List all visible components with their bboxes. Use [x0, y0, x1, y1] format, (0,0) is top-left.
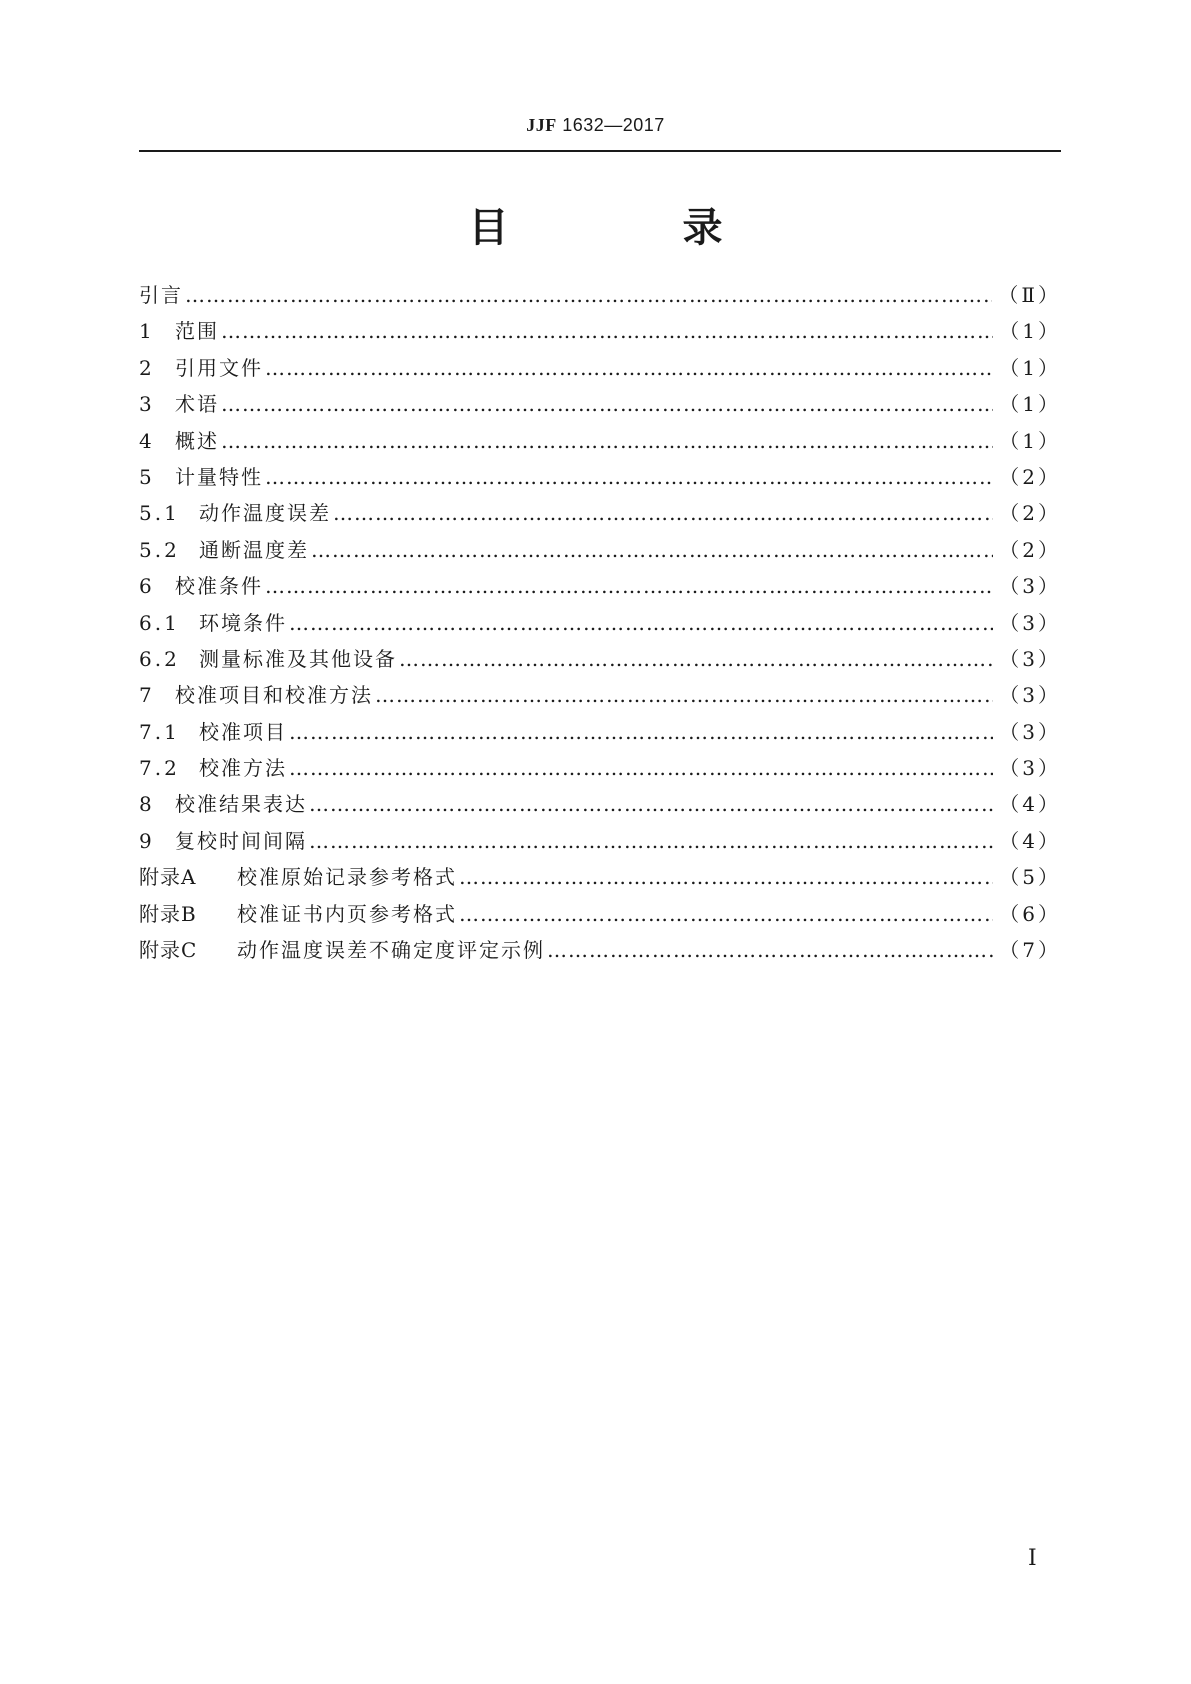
toc-entry-number: 6.1: [139, 610, 180, 635]
toc-entry-label: 校准原始记录参考格式: [237, 865, 457, 890]
toc-entry-number: 附录A: [139, 865, 197, 890]
toc-entry[interactable]: [139, 605, 1061, 641]
toc-entry-label: 引言: [139, 283, 183, 307]
toc-entry-label: 概述: [175, 428, 219, 453]
toc-leader-dots: [221, 386, 993, 422]
toc-entry-number: 8: [139, 792, 155, 817]
toc-entry[interactable]: [139, 786, 1061, 822]
toc-entry-number: 9: [139, 828, 155, 853]
toc-entry-label: 动作温度误差: [199, 501, 331, 526]
toc-leader-dots: [309, 823, 993, 859]
toc-entry[interactable]: [139, 932, 1061, 968]
toc-entry[interactable]: [139, 568, 1061, 604]
toc-entry-page: （3）: [999, 683, 1061, 708]
header-divider: [139, 150, 1061, 152]
toc-entry-label: 动作温度误差不确定度评定示例: [237, 938, 545, 963]
toc-entry-label: 复校时间间隔: [175, 828, 307, 853]
toc-leader-dots: [289, 750, 993, 786]
toc-entry-page: （3）: [999, 646, 1061, 671]
toc-entry-page: （3）: [999, 719, 1061, 744]
toc-entry-number: 5.1: [139, 501, 180, 526]
page-number: Ⅰ: [1028, 1546, 1037, 1571]
toc-entry-label: 校准项目: [199, 719, 287, 744]
toc-entry[interactable]: [139, 823, 1061, 859]
toc-entry-label: 引用文件: [175, 355, 263, 380]
toc-entry-label: 术语: [175, 392, 219, 417]
toc-leader-dots: [309, 786, 993, 822]
toc-leader-dots: [333, 495, 993, 531]
toc-entry-label: 校准项目和校准方法: [175, 683, 373, 708]
toc-entry-number: 7.2: [139, 756, 180, 781]
toc-entry[interactable]: [139, 750, 1061, 786]
toc-entry-number: 2: [139, 355, 155, 380]
toc-entry-number: 7.1: [139, 719, 180, 744]
toc-leader-dots: [459, 859, 993, 895]
toc-entry[interactable]: [139, 386, 1061, 422]
toc-entry-label: 测量标准及其他设备: [199, 646, 397, 671]
toc-entry-number: 5: [139, 464, 155, 489]
toc-entry-page: （1）: [999, 319, 1061, 344]
toc-entry[interactable]: [139, 677, 1061, 713]
toc-entry[interactable]: [139, 459, 1061, 495]
toc-leader-dots: [221, 423, 993, 459]
toc-entry-page: （2）: [999, 501, 1061, 526]
standard-code-prefix: JJF: [526, 115, 557, 135]
toc-entry-page: （3）: [999, 610, 1061, 635]
toc-entry-label: 校准结果表达: [175, 792, 307, 817]
toc-entry-label: 通断温度差: [199, 537, 309, 562]
toc-entry-label: 计量特性: [175, 464, 263, 489]
toc-entry[interactable]: [139, 495, 1061, 531]
toc-entry-page: （4）: [999, 792, 1061, 817]
toc-entry-label: 范围: [175, 319, 219, 344]
toc-entry-number: 附录B: [139, 901, 197, 926]
toc-entry-number: 5.2: [139, 537, 180, 562]
toc-entry[interactable]: [139, 859, 1061, 895]
toc-entry-page: （6）: [999, 901, 1061, 926]
toc-entry-number: 1: [139, 319, 155, 344]
toc-leader-dots: [547, 932, 993, 968]
toc-entry-number: 4: [139, 428, 155, 453]
toc-entry-page: （1）: [999, 428, 1061, 453]
toc-entry-label: 环境条件: [199, 610, 287, 635]
page-title: 目 录: [468, 205, 803, 251]
toc-entry[interactable]: [139, 423, 1061, 459]
toc-leader-dots: [289, 714, 993, 750]
toc-leader-dots: [185, 277, 992, 313]
document-header: [0, 115, 1191, 136]
toc-entry-label: 校准条件: [175, 574, 263, 599]
toc-leader-dots: [399, 641, 993, 677]
toc-entry-page: （2）: [999, 464, 1061, 489]
toc-entry[interactable]: [139, 896, 1061, 932]
toc-entry-label: 校准证书内页参考格式: [237, 901, 457, 926]
table-of-contents: [139, 277, 1061, 968]
toc-leader-dots: [311, 532, 993, 568]
toc-entry-page: （4）: [999, 828, 1061, 853]
toc-entry-page: （5）: [999, 865, 1061, 890]
toc-leader-dots: [375, 677, 993, 713]
toc-entry-label: 校准方法: [199, 756, 287, 781]
toc-entry-number: 附录C: [139, 938, 198, 963]
toc-entry[interactable]: [139, 714, 1061, 750]
toc-entry-page: （3）: [999, 574, 1061, 599]
toc-leader-dots: [265, 459, 993, 495]
toc-entry[interactable]: [139, 532, 1061, 568]
toc-entry-page: （1）: [999, 392, 1061, 417]
toc-entry-number: 3: [139, 392, 155, 417]
toc-entry-page: （2）: [999, 537, 1061, 562]
toc-leader-dots: [289, 605, 993, 641]
toc-entry-number: 7: [139, 683, 155, 708]
standard-code-number: 1632—2017: [562, 115, 665, 135]
toc-entry[interactable]: [139, 277, 1061, 313]
toc-entry[interactable]: [139, 313, 1061, 349]
toc-leader-dots: [265, 350, 993, 386]
toc-entry-number: 6: [139, 574, 155, 599]
toc-entry-page: （1）: [999, 355, 1061, 380]
toc-leader-dots: [221, 313, 993, 349]
toc-entry[interactable]: [139, 350, 1061, 386]
toc-entry-page: （3）: [999, 756, 1061, 781]
toc-entry-number: 6.2: [139, 646, 180, 671]
toc-leader-dots: [459, 896, 993, 932]
toc-entry-page: （Ⅱ）: [998, 283, 1061, 307]
toc-entry[interactable]: [139, 641, 1061, 677]
toc-entry-page: （7）: [999, 938, 1061, 963]
toc-leader-dots: [265, 568, 993, 604]
